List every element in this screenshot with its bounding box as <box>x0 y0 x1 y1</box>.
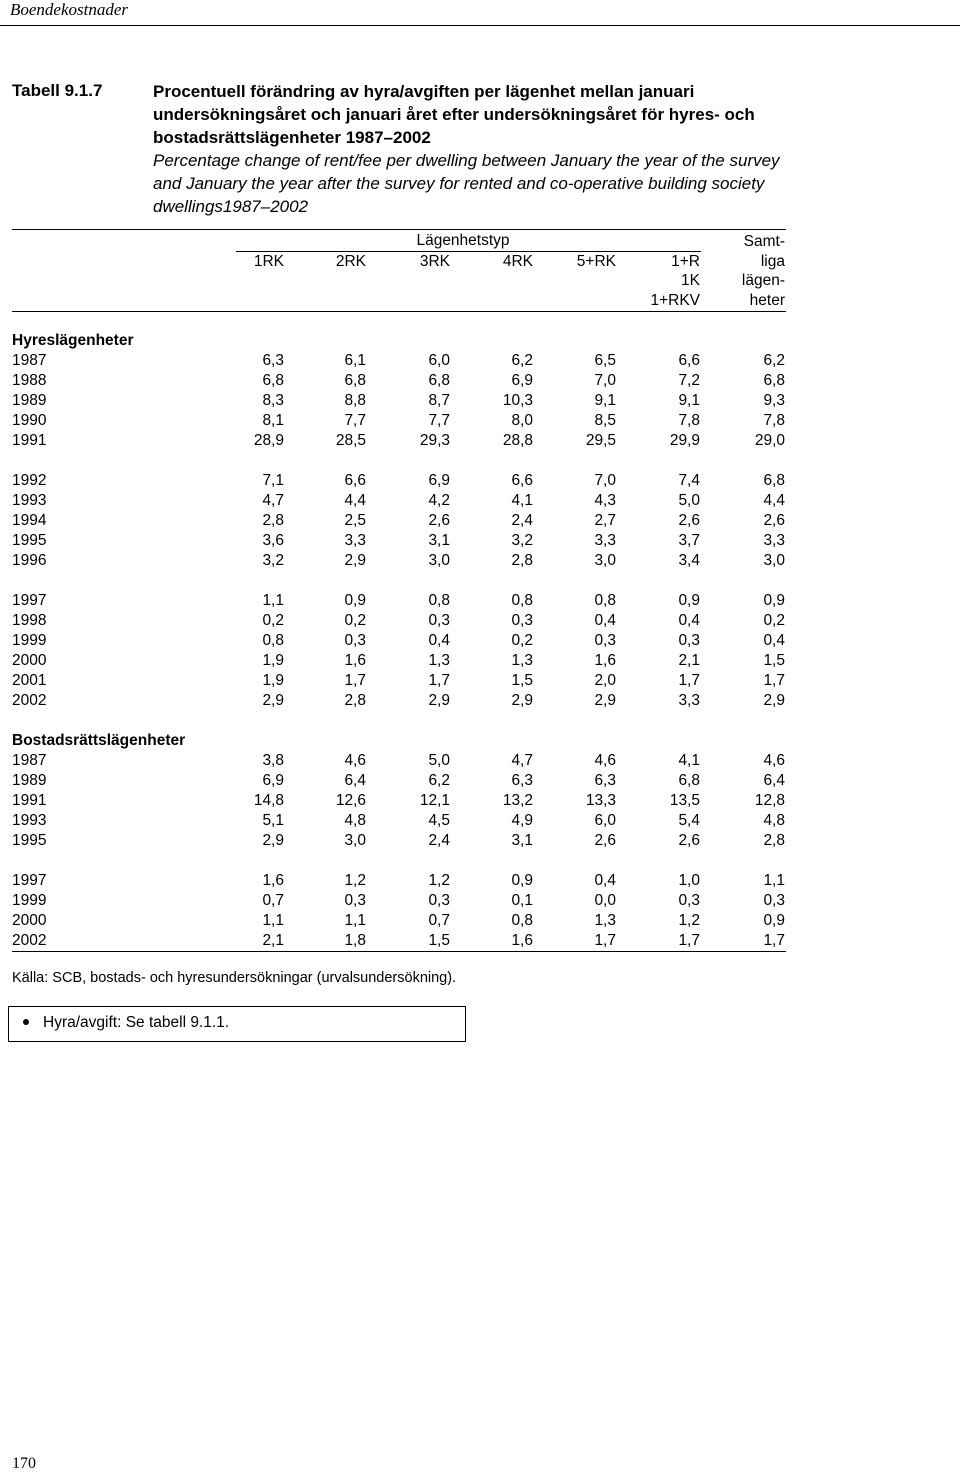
table-cell: 6,3 <box>594 772 616 789</box>
table-cell: 9,1 <box>594 392 616 409</box>
table-cell: 4,4 <box>763 492 785 509</box>
table-cell: 4,5 <box>428 812 450 829</box>
table-cell: 3,3 <box>594 532 616 549</box>
table-cell: 0,3 <box>428 892 450 909</box>
table-cell: 4,6 <box>594 752 616 769</box>
table-cell: 7,7 <box>344 412 366 429</box>
table-cell: 4,1 <box>678 752 700 769</box>
table-cell: 2,6 <box>678 512 700 529</box>
table-title <box>153 80 793 218</box>
row-year: 1989 <box>12 392 47 409</box>
table-cell: 4,4 <box>344 492 366 509</box>
row-year: 1993 <box>12 492 47 509</box>
table-cell: 1,2 <box>678 912 700 929</box>
table-cell: 1,9 <box>262 672 284 689</box>
table-cell: 6,5 <box>594 352 616 369</box>
table-cell: 5,1 <box>262 812 284 829</box>
table-cell: 2,8 <box>511 552 533 569</box>
table-row <box>0 791 800 811</box>
table-cell: 6,6 <box>678 352 700 369</box>
row-year: 2002 <box>12 692 47 709</box>
table-cell: 3,0 <box>428 552 450 569</box>
table-cell: 4,8 <box>344 812 366 829</box>
table-row <box>0 531 800 551</box>
table-row <box>0 831 800 851</box>
row-year: 1998 <box>12 612 47 629</box>
table-row <box>0 411 800 431</box>
table-cell: 6,4 <box>344 772 366 789</box>
row-year: 1988 <box>12 372 47 389</box>
table-cell: 1,3 <box>594 912 616 929</box>
row-year: 1991 <box>12 792 47 809</box>
col-header-4rk: 4RK <box>502 253 533 270</box>
table-cell: 1,1 <box>344 912 366 929</box>
table-cell: 1,7 <box>678 672 700 689</box>
col-header-total-1: Samt- <box>743 233 785 250</box>
table-cell: 0,3 <box>428 612 450 629</box>
table-cell: 3,8 <box>262 752 284 769</box>
table-cell: 2,9 <box>262 692 284 709</box>
col-header-total-4: heter <box>749 292 785 309</box>
table-cell: 2,9 <box>262 832 284 849</box>
table-cell: 5,4 <box>678 812 700 829</box>
table-cell: 0,8 <box>262 632 284 649</box>
table-cell: 8,0 <box>511 412 533 429</box>
table-row <box>0 471 800 491</box>
table-cell: 0,3 <box>678 632 700 649</box>
table-row <box>0 591 800 611</box>
row-year: 1999 <box>12 892 47 909</box>
table-row <box>0 891 800 911</box>
table-cell: 3,6 <box>262 532 284 549</box>
table-cell: 1,7 <box>763 672 785 689</box>
table-cell: 3,3 <box>344 532 366 549</box>
table-cell: 29,5 <box>585 432 616 449</box>
table-cell: 6,8 <box>428 372 450 389</box>
table-cell: 4,6 <box>763 752 785 769</box>
row-year: 1990 <box>12 412 47 429</box>
table-cell: 9,3 <box>763 392 785 409</box>
table-cell: 0,9 <box>763 592 785 609</box>
table-cell: 0,0 <box>594 892 616 909</box>
table-cell: 3,4 <box>678 552 700 569</box>
table-cell: 1,6 <box>262 872 284 889</box>
table-cell: 2,4 <box>511 512 533 529</box>
table-cell: 8,3 <box>262 392 284 409</box>
table-cell: 8,1 <box>262 412 284 429</box>
col-header-1k: 1K <box>681 272 700 289</box>
table-cell: 1,3 <box>428 652 450 669</box>
table-row <box>0 811 800 831</box>
title-swedish: Procentuell förändring av hyra/avgiften per lägenhet mellan januari undersökningsåret och januari året efter undersökningsåret för hyres- och bostadsrättslägenheter 1987–2002 <box>153 82 755 147</box>
table-cell: 2,9 <box>763 692 785 709</box>
table-cell: 6,6 <box>511 472 533 489</box>
table-cell: 6,3 <box>262 352 284 369</box>
table-cell: 28,5 <box>335 432 366 449</box>
table-cell: 7,7 <box>428 412 450 429</box>
table-cell: 0,2 <box>344 612 366 629</box>
row-year: 1989 <box>12 772 47 789</box>
table-top-rule <box>12 229 786 230</box>
table-cell: 0,9 <box>344 592 366 609</box>
table-cell: 0,2 <box>262 612 284 629</box>
table-cell: 5,0 <box>678 492 700 509</box>
table-cell: 12,6 <box>335 792 366 809</box>
table-cell: 1,7 <box>763 932 785 949</box>
table-cell: 5,0 <box>428 752 450 769</box>
table-cell: 29,0 <box>754 432 785 449</box>
row-year: 1996 <box>12 552 47 569</box>
table-cell: 2,7 <box>594 512 616 529</box>
row-year: 1997 <box>12 592 47 609</box>
table-cell: 10,3 <box>502 392 533 409</box>
row-year: 1997 <box>12 872 47 889</box>
table-row <box>0 871 800 891</box>
table-cell: 1,2 <box>428 872 450 889</box>
col-header-1rkv: 1+RKV <box>650 292 700 309</box>
table-cell: 9,1 <box>678 392 700 409</box>
table-cell: 7,1 <box>262 472 284 489</box>
table-cell: 13,3 <box>585 792 616 809</box>
table-cell: 2,0 <box>594 672 616 689</box>
table-cell: 2,6 <box>594 832 616 849</box>
table-cell: 0,2 <box>763 612 785 629</box>
table-cell: 0,9 <box>511 872 533 889</box>
table-cell: 13,5 <box>669 792 700 809</box>
table-cell: 6,9 <box>262 772 284 789</box>
table-cell: 2,8 <box>262 512 284 529</box>
table-cell: 1,1 <box>262 592 284 609</box>
table-cell: 1,2 <box>344 872 366 889</box>
table-cell: 0,8 <box>428 592 450 609</box>
table-cell: 2,6 <box>763 512 785 529</box>
table-cell: 6,9 <box>511 372 533 389</box>
row-year: 2000 <box>12 912 47 929</box>
table-cell: 3,0 <box>594 552 616 569</box>
table-row <box>0 431 800 451</box>
table-cell: 0,9 <box>763 912 785 929</box>
table-cell: 1,1 <box>262 912 284 929</box>
table-row <box>0 771 800 791</box>
table-cell: 0,4 <box>594 612 616 629</box>
note-box <box>8 1006 466 1042</box>
table-cell: 3,0 <box>344 832 366 849</box>
table-cell: 12,1 <box>419 792 450 809</box>
title-english: Percentage change of rent/fee per dwelling between January the year of the survey and January the year after the survey for rented and co-operative building society dwellings1987–2002 <box>153 151 780 216</box>
table-cell: 7,8 <box>763 412 785 429</box>
header-bottom-rule <box>12 311 786 312</box>
table-cell: 0,7 <box>428 912 450 929</box>
table-row <box>0 491 800 511</box>
table-cell: 0,8 <box>594 592 616 609</box>
table-cell: 0,3 <box>678 892 700 909</box>
table-row <box>0 651 800 671</box>
table-cell: 3,1 <box>511 832 533 849</box>
table-cell: 3,0 <box>763 552 785 569</box>
section-title: Bostadsrättslägenheter <box>12 732 186 749</box>
running-header: Boendekostnader <box>10 0 129 19</box>
row-year: 1999 <box>12 632 47 649</box>
table-cell: 4,7 <box>262 492 284 509</box>
table-cell: 1,7 <box>344 672 366 689</box>
table-cell: 1,5 <box>428 932 450 949</box>
table-bottom-rule <box>12 951 786 952</box>
row-year: 2000 <box>12 652 47 669</box>
table-row <box>0 751 800 771</box>
table-cell: 3,2 <box>262 552 284 569</box>
page-number: 170 <box>12 1455 36 1472</box>
table-row <box>0 371 800 391</box>
table-cell: 3,1 <box>428 532 450 549</box>
table-cell: 28,8 <box>502 432 533 449</box>
table-cell: 0,4 <box>763 632 785 649</box>
col-header-1r: 1+R <box>671 253 700 270</box>
table-cell: 6,9 <box>428 472 450 489</box>
table-row <box>0 911 800 931</box>
table-cell: 1,7 <box>428 672 450 689</box>
col-header-2rk: 2RK <box>335 253 366 270</box>
table-cell: 29,3 <box>419 432 450 449</box>
table-cell: 0,3 <box>511 612 533 629</box>
table-cell: 2,6 <box>678 832 700 849</box>
row-year: 1987 <box>12 352 47 369</box>
row-year: 1995 <box>12 532 47 549</box>
table-cell: 1,1 <box>763 872 785 889</box>
table-cell: 1,7 <box>678 932 700 949</box>
table-cell: 29,9 <box>669 432 700 449</box>
table-cell: 28,9 <box>253 432 284 449</box>
row-year: 2001 <box>12 672 47 689</box>
table-cell: 1,5 <box>763 652 785 669</box>
table-cell: 4,1 <box>511 492 533 509</box>
table-row <box>0 351 800 371</box>
table-cell: 0,1 <box>511 892 533 909</box>
table-cell: 6,8 <box>763 372 785 389</box>
table-cell: 1,6 <box>511 932 533 949</box>
row-year: 2002 <box>12 932 47 949</box>
table-cell: 7,0 <box>594 472 616 489</box>
table-cell: 6,0 <box>428 352 450 369</box>
table-cell: 6,2 <box>763 352 785 369</box>
table-cell: 3,3 <box>678 692 700 709</box>
table-cell: 1,0 <box>678 872 700 889</box>
table-cell: 7,2 <box>678 372 700 389</box>
table-cell: 0,3 <box>763 892 785 909</box>
table-row <box>0 511 800 531</box>
table-cell: 6,8 <box>678 772 700 789</box>
table-cell: 2,6 <box>428 512 450 529</box>
table-row <box>0 551 800 571</box>
table-cell: 0,2 <box>511 632 533 649</box>
table-cell: 4,3 <box>594 492 616 509</box>
table-cell: 3,7 <box>678 532 700 549</box>
bullet-icon <box>23 1019 29 1025</box>
col-header-total-2: liga <box>760 253 785 270</box>
table-cell: 6,2 <box>428 772 450 789</box>
table-cell: 0,3 <box>344 892 366 909</box>
table-cell: 0,8 <box>511 912 533 929</box>
table-cell: 2,9 <box>344 552 366 569</box>
table-cell: 6,8 <box>262 372 284 389</box>
table-cell: 1,3 <box>511 652 533 669</box>
table-row <box>0 671 800 691</box>
table-cell: 0,9 <box>678 592 700 609</box>
table-row <box>0 631 800 651</box>
table-row <box>0 611 800 631</box>
table-cell: 7,8 <box>678 412 700 429</box>
table-cell: 7,4 <box>678 472 700 489</box>
col-header-total-3: lägen- <box>741 272 785 289</box>
table-cell: 1,5 <box>511 672 533 689</box>
section-title: Hyreslägenheter <box>12 332 134 349</box>
table-cell: 3,2 <box>511 532 533 549</box>
table-cell: 8,8 <box>344 392 366 409</box>
table-cell: 7,0 <box>594 372 616 389</box>
table-cell: 2,4 <box>428 832 450 849</box>
note-text: Hyra/avgift: Se tabell 9.1.1. <box>43 1014 230 1031</box>
table-cell: 14,8 <box>253 792 284 809</box>
table-cell: 6,4 <box>763 772 785 789</box>
table-cell: 4,7 <box>511 752 533 769</box>
table-cell: 4,6 <box>344 752 366 769</box>
table-cell: 1,8 <box>344 932 366 949</box>
row-year: 1991 <box>12 432 47 449</box>
table-cell: 2,8 <box>763 832 785 849</box>
table-cell: 2,8 <box>344 692 366 709</box>
table-cell: 0,3 <box>594 632 616 649</box>
header-group-label: Lägenhetstyp <box>416 232 510 249</box>
table-label: Tabell 9.1.7 <box>12 81 103 100</box>
row-year: 1995 <box>12 832 47 849</box>
table-cell: 2,1 <box>262 932 284 949</box>
col-header-3rk: 3RK <box>419 253 450 270</box>
table-cell: 6,1 <box>344 352 366 369</box>
col-header-5rk: 5+RK <box>576 253 616 270</box>
table-cell: 8,5 <box>594 412 616 429</box>
table-cell: 4,2 <box>428 492 450 509</box>
table-cell: 1,9 <box>262 652 284 669</box>
table-row <box>0 931 800 951</box>
table-cell: 6,0 <box>594 812 616 829</box>
table-cell: 4,8 <box>763 812 785 829</box>
table-cell: 2,1 <box>678 652 700 669</box>
row-year: 1987 <box>12 752 47 769</box>
header-rule <box>0 25 960 26</box>
table-cell: 0,7 <box>262 892 284 909</box>
table-cell: 3,3 <box>763 532 785 549</box>
table-cell: 0,4 <box>678 612 700 629</box>
row-year: 1994 <box>12 512 47 529</box>
table-cell: 0,8 <box>511 592 533 609</box>
table-cell: 0,4 <box>428 632 450 649</box>
table-cell: 2,9 <box>594 692 616 709</box>
table-cell: 0,3 <box>344 632 366 649</box>
table-cell: 1,6 <box>594 652 616 669</box>
table-cell: 6,6 <box>344 472 366 489</box>
table-cell: 2,9 <box>511 692 533 709</box>
table-cell: 4,9 <box>511 812 533 829</box>
col-header-1rk: 1RK <box>253 253 284 270</box>
table-cell: 6,8 <box>344 372 366 389</box>
table-cell: 13,2 <box>502 792 533 809</box>
table-cell: 6,8 <box>763 472 785 489</box>
table-cell: 0,4 <box>594 872 616 889</box>
table-cell: 6,2 <box>511 352 533 369</box>
table-row <box>0 691 800 711</box>
table-cell: 8,7 <box>428 392 450 409</box>
row-year: 1993 <box>12 812 47 829</box>
table-cell: 1,7 <box>594 932 616 949</box>
table-cell: 6,3 <box>511 772 533 789</box>
row-year: 1992 <box>12 472 47 489</box>
table-cell: 2,9 <box>428 692 450 709</box>
table-row <box>0 391 800 411</box>
source-note: Källa: SCB, bostads- och hyresundersökningar (urvalsundersökning). <box>12 970 457 986</box>
table-cell: 2,5 <box>344 512 366 529</box>
table-cell: 12,8 <box>754 792 785 809</box>
table-cell: 1,6 <box>344 652 366 669</box>
